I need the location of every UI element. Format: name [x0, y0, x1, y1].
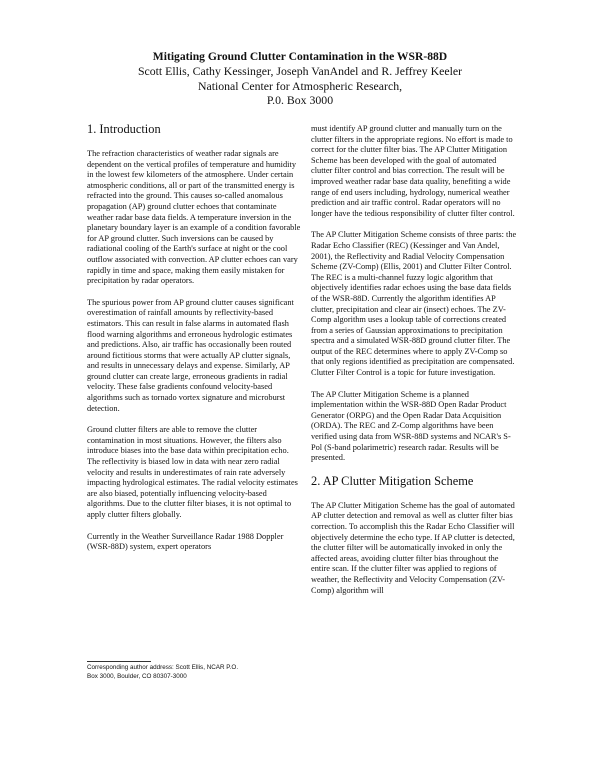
section-heading-introduction: 1. Introduction — [87, 122, 161, 136]
mailing-address: P.0. Box 3000 — [266, 93, 334, 107]
author-list: Scott Ellis, Cathy Kessinger, Joseph VanAndel and R. Jeffrey Keeler — [137, 64, 463, 78]
section-heading-mitigation-scheme: 2. AP Clutter Mitigation Scheme — [311, 473, 474, 488]
left-column — [87, 122, 301, 564]
paper-header — [0, 50, 600, 108]
footnote-line: Box 3000, Boulder, CO 80307-3000 — [87, 672, 187, 680]
paragraph: Ground clutter filters are able to remove the clutter contamination in most situations. However, the filters also introduce biases into the base data within precipitation echo. The reflectivity is biased low in data with near zero radial velocity and results in underestimates of rain rate adversely impacting hydrological estimates. The radial velocity estimates are also biased, potentially influencing velocity-based algorithms. Due to the clutter filter biases, it is not optimal to apply clutter filters globally. — [87, 425, 298, 519]
affiliation: National Center for Atmospheric Research, — [197, 78, 403, 93]
paragraph: The AP Clutter Mitigation Scheme is a planned implementation within the WSR-88D Open Radar Product Generator (ORPG) and the Open Radar Data Acquisition (ORDA). The REC and Z-Comp algorithms have been verified using data from WSR-88D systems and NCAR's S-Pol (S-band polarimetric) research radar. Results will be presented. — [311, 389, 511, 463]
footnote-divider — [87, 661, 151, 662]
paper-title: Mitigating Ground Clutter Contamination in the WSR-88D — [152, 50, 448, 63]
footnote-line: Corresponding author address: Scott Ellis, NCAR P.O. — [87, 664, 239, 671]
paragraph: The AP Clutter Mitigation Scheme consists of three parts: the Radar Echo Classifier (REC) (Kessinger and Van Andel, 2001), the Reflectivity and Radial Velocity Compensation Scheme (ZV-Comp) (Ellis, 2001) and Clutter Filter Control. The REC is a multi-channel fuzzy logic algorithm that objectively identifies radar echoes using the base data fields of the WSR-88D. Currently the algorithm identifies AP clutter, precipitation and clear air (insect) echoes. The ZV-Comp algorithm uses a lookup table of corrections created from a series of Gaussian approximations to precipitation spectra and a simulated WSR-88D ground clutter filter. The output of the REC determines where to apply ZV-Comp so that only regions identified as precipitation are compensated. Clutter Filter Control is a topic for future investigation. — [311, 230, 517, 378]
paragraph: The refraction characteristics of weather radar signals are dependent on the vertical profiles of temperature and humidity in the lowest few kilometers of the atmosphere. Under certain atmospheric conditions, all or part of the transmitted energy is refracted into the ground. This causes so-called anomalous propagation (AP) ground clutter echoes that contaminate weather radar base data fields. A temperature inversion in the planetary boundary layer is an example of a condition favorable for AP ground clutter. Such inversions can be caused by radiational cooling of the Earth's surface at night or the cool outflow associated with convection. AP clutter echoes can vary rapidly in time and space, making them easily mistaken for precipitation by radar operators. — [87, 149, 301, 286]
paragraph: Currently in the Weather Surveillance Radar 1988 Doppler (WSR-88D) system, expert operators — [87, 531, 284, 552]
paragraph: The spurious power from AP ground clutter causes significant overestimation of rainfall amounts by reflectivity-based estimators. This can result in false alarms in automated flash flood warning algorithms and erroneous hydrologic estimates and predictions. Also, air traffic has occasionally been routed around fictitious storms that were actually AP clutter signals, and results in unnecessary delays and expense. Similarly, AP ground clutter can create large, erroneous gradients in radial velocity. These false gradients confound velocity-based algorithms such as tornado vortex signature and microburst detection. — [87, 297, 294, 413]
right-column — [311, 124, 517, 607]
paragraph: The AP Clutter Mitigation Scheme has the goal of automated AP clutter detection and removal as well as clutter filter bias correction. To accomplish this the Radar Echo Classifier will objectively determine the echo type. If AP clutter is detected, the clutter filter will be automatically invoked in only the affected areas, avoiding clutter filter bias throughout the entire scan. If the clutter filter was applied to regions of weather, the Reflectivity and Velocity Compensation (ZV-Comp) algorithm will — [311, 500, 515, 595]
paragraph: must identify AP ground clutter and manually turn on the clutter filters in the appropriate regions. No effort is made to correct for the clutter filter bias. The AP Clutter Mitigation Scheme has been developed with the goal of automated clutter filter control and bias correction. The result will be improved weather radar base data quality, benefiting a wide range of end users including, hydrology, numerical weather prediction and air traffic control. Radar operators will no longer have the tedious responsibility of clutter filter control. — [311, 124, 515, 218]
footnote — [87, 661, 301, 681]
